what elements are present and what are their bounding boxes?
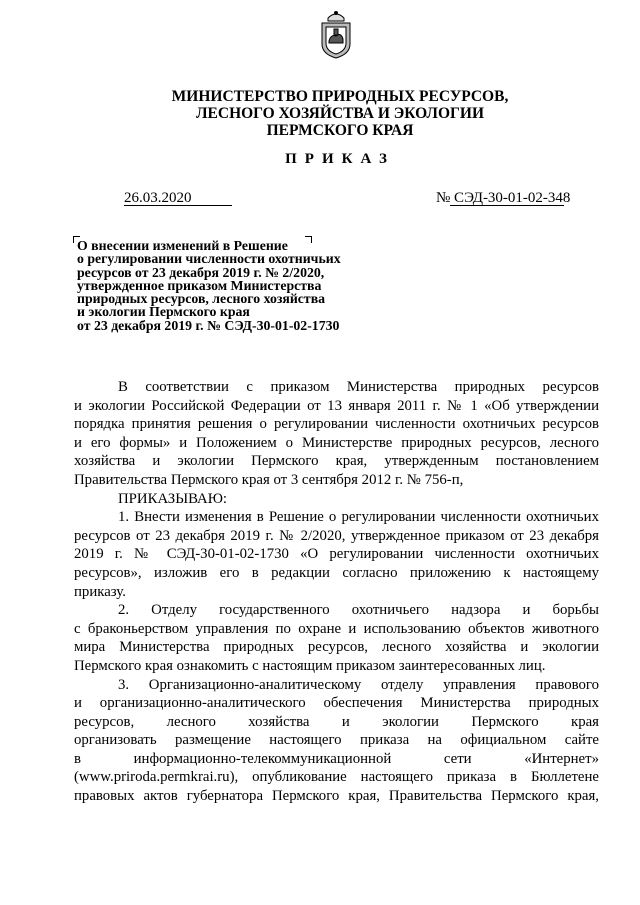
body-line: 3. Организационно-аналитическому отделу управления правового: [118, 676, 599, 693]
subject-line: О внесении изменений в Решение: [77, 238, 288, 253]
ministry-name: [150, 88, 530, 139]
body-line: Правительства Пермского края от 3 сентября 2012 г. № 756-п,: [74, 471, 464, 488]
body-line: с браконьерством управления по охране и использованию объектов животного: [74, 620, 599, 637]
ministry-line: МИНИСТЕРСТВО ПРИРОДНЫХ РЕСУРСОВ,: [171, 88, 509, 105]
body-line: и его формы» и Положением о Министерстве природных ресурсов, лесного: [74, 434, 599, 451]
body-line: ресурсов от 23 декабря 2019 г. № 2/2020, утвержденное приказом от 23 декабря: [74, 527, 599, 544]
body-line: В соответствии с приказом Министерства природных ресурсов: [118, 379, 599, 395]
body-line: ресурсов, лесного хозяйства и экологии Пермского края: [74, 713, 599, 730]
body-line: в информационно-телекоммуникационной сети «Интернет»: [74, 750, 599, 767]
body-text: [74, 378, 599, 806]
date-underline: [124, 205, 232, 206]
subject-block: [77, 239, 341, 332]
body-line: правовых актов губернатора Пермского края, Правительства Пермского края,: [74, 788, 599, 805]
body-line: и экологии Российской Федерации от 13 января 2011 г. № 1 «Об утверждении: [74, 397, 599, 414]
ministry-line: ПЕРМСКОГО КРАЯ: [266, 122, 414, 139]
subject-line: и экологии Пермского края: [77, 304, 250, 320]
body-line: хозяйства и экологии Пермского края, утвержденным постановлением: [74, 453, 599, 470]
subject-line: утвержденное приказом Министерства: [77, 277, 322, 293]
body-line: ресурсов», изложив его в редакции согласно приложению к настоящему: [74, 564, 599, 581]
subject-line: о регулировании численности охотничьих: [77, 251, 341, 267]
body-line: Пермского края ознакомить с настоящим приказом заинтересованных лиц.: [74, 657, 546, 674]
number-underline: [450, 205, 564, 206]
body-line: организовать размещение настоящего приказа на официальном сайте: [74, 732, 599, 749]
order-heading: ПРИКАЗЫВАЮ:: [118, 490, 228, 507]
ministry-line: ЛЕСНОГО ХОЗЯЙСТВА И ЭКОЛОГИИ: [195, 105, 485, 122]
body-line: 2. Отделу государственного охотничьего надзора и борьбы: [118, 602, 599, 619]
body-line: 1. Внести изменения в Решение о регулировании численности охотничьих: [118, 509, 599, 526]
document-type: ПРИКАЗ: [285, 151, 395, 167]
body-line: (www.priroda.permkrai.ru), опубликование настоящего приказа в Бюллетене: [74, 769, 599, 786]
body-line: 2019 г. № СЭД-30-01-02-1730 «О регулировании численности охотничьих: [74, 546, 599, 563]
subject-line: природных ресурсов, лесного хозяйства: [77, 291, 326, 307]
body-line: и организационно-аналитического обеспечения Министерства природных: [74, 695, 599, 712]
body-line: мира Министерства природных ресурсов, лесного хозяйства и экологии: [74, 639, 599, 656]
subject-line: от 23 декабря 2019 г. № СЭД-30-01-02-1730: [77, 317, 340, 333]
body-line: приказу.: [74, 583, 126, 600]
coat-of-arms-icon: [316, 10, 356, 60]
order-date: 26.03.2020: [124, 190, 192, 206]
subject-line: ресурсов от 23 декабря 2019 г. № 2/2020,: [77, 264, 325, 280]
body-line: порядка принятия решения о регулировании численности охотничьих ресурсов: [74, 416, 599, 433]
order-number: № СЭД-30-01-02-348: [436, 190, 571, 206]
